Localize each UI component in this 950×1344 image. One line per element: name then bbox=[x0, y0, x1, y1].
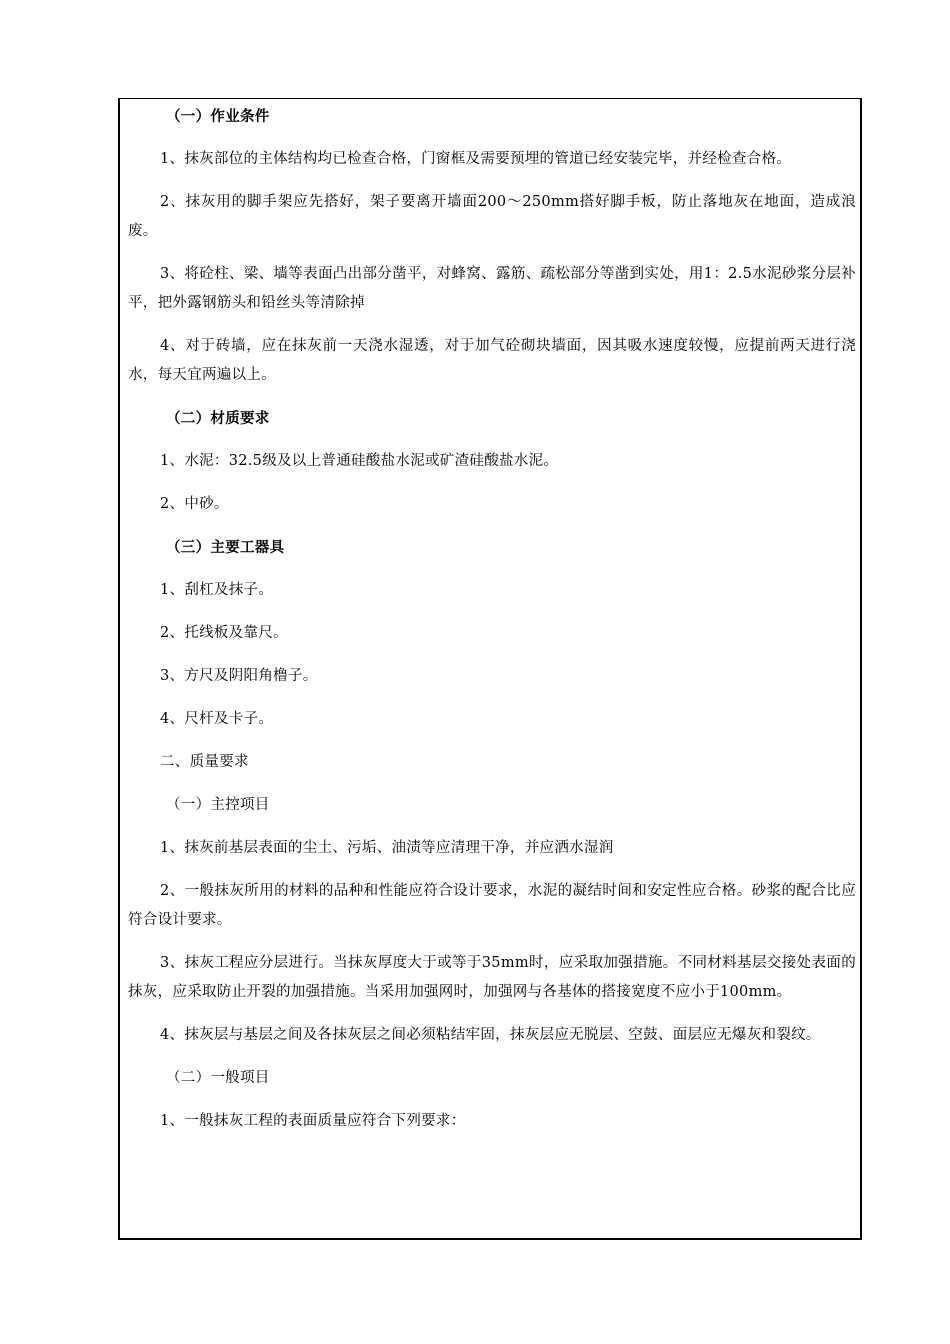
subheading-general-items: （二）一般项目 bbox=[166, 1070, 270, 1086]
paragraph: 4、对于砖墙，应在抹灰前一天浇水湿透，对于加气砼砌块墙面，因其吸水速度较慢，应提前两天进行浇水，每天宜两遍以上。 bbox=[128, 338, 856, 383]
paragraph: 1、水泥：32.5级及以上普通硅酸盐水泥或矿渣硅酸盐水泥。 bbox=[160, 453, 559, 469]
paragraph: 1、抹灰部位的主体结构均已检查合格，门窗框及需要预埋的管道已经安装完毕，并经检查合格。 bbox=[160, 151, 792, 167]
section-heading-work-conditions: （一）作业条件 bbox=[166, 108, 270, 125]
paragraph: 1、刮杠及抹子。 bbox=[160, 582, 274, 598]
paragraph: 4、尺杆及卡子。 bbox=[160, 711, 274, 727]
section-heading-quality-requirements: 二、质量要求 bbox=[160, 754, 249, 770]
document-body bbox=[128, 102, 856, 1150]
section-heading-material-requirements: （二）材质要求 bbox=[166, 410, 270, 427]
section-heading-main-tools: （三）主要工器具 bbox=[166, 539, 285, 556]
paragraph: 2、托线板及靠尺。 bbox=[160, 625, 288, 641]
paragraph: 1、抹灰前基层表面的尘土、污垢、油渍等应清理干净，并应洒水湿润 bbox=[160, 840, 614, 856]
subheading-main-control-items: （一）主控项目 bbox=[166, 797, 270, 813]
paragraph: 2、抹灰用的脚手架应先搭好，架子要离开墙面200～250mm搭好脚手板，防止落地灰在地面，造成浪废。 bbox=[128, 194, 856, 239]
paragraph: 2、一般抹灰所用的材料的品种和性能应符合设计要求，水泥的凝结时间和安定性应合格。砂浆的配合比应符合设计要求。 bbox=[128, 883, 856, 928]
paragraph: 3、将砼柱、梁、墙等表面凸出部分凿平，对蜂窝、露筋、疏松部分等凿到实处，用1：2.5水泥砂浆分层补平，把外露钢筋头和铅丝头等清除掉 bbox=[128, 266, 856, 311]
paragraph: 3、方尺及阴阳角橹子。 bbox=[160, 668, 318, 684]
paragraph: 2、中砂。 bbox=[160, 496, 229, 512]
paragraph: 3、抹灰工程应分层进行。当抹灰厚度大于或等于35mm时，应采取加强措施。不同材料基层交接处表面的抹灰，应采取防止开裂的加强措施。当采用加强网时，加强网与各基体的搭接宽度不应小于100mm。 bbox=[128, 955, 856, 1000]
paragraph: 1、一般抹灰工程的表面质量应符合下列要求： bbox=[160, 1113, 466, 1129]
paragraph: 4、抹灰层与基层之间及各抹灰层之间必须粘结牢固，抹灰层应无脱层、空鼓、面层应无爆灰和裂纹。 bbox=[160, 1027, 821, 1043]
